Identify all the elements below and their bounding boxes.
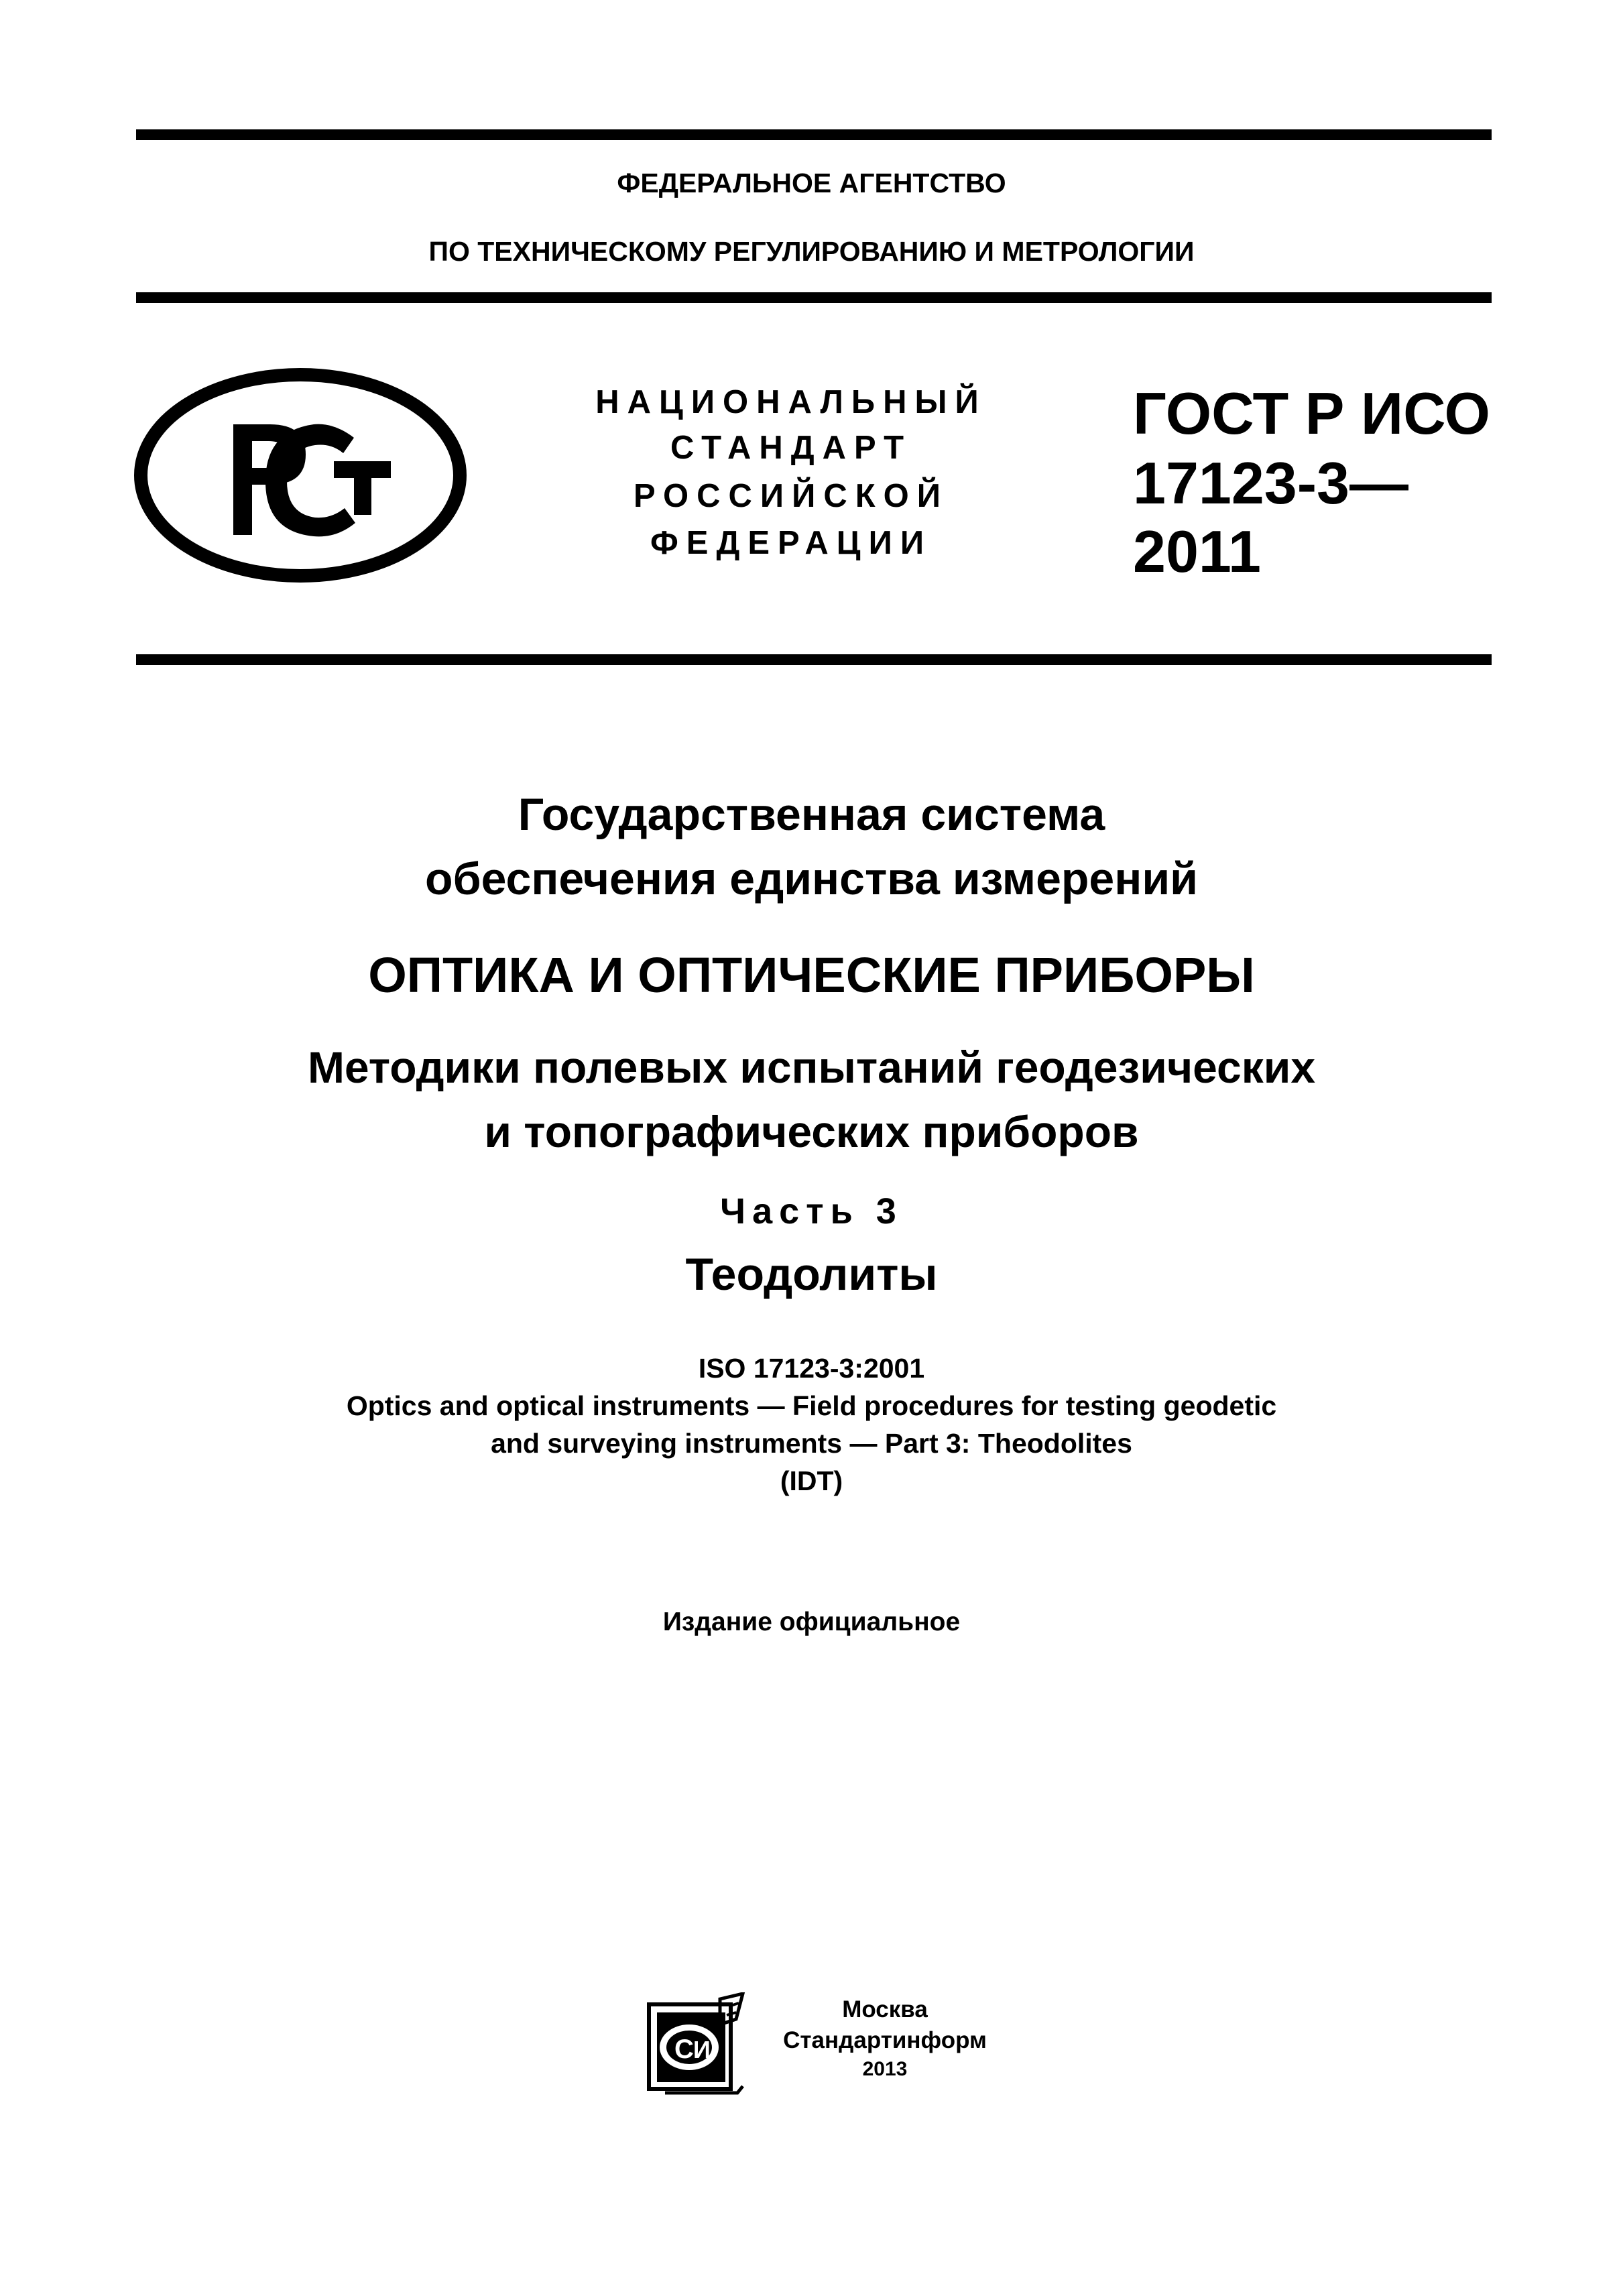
system-title-line-2: обеспечения единства измерений	[425, 853, 1198, 904]
main-title: ОПТИКА И ОПТИЧЕСКИЕ ПРИБОРЫ	[368, 947, 1255, 1003]
agency-line-2: ПО ТЕХНИЧЕСКОМУ РЕГУЛИРОВАНИЮ И МЕТРОЛОГИИ	[428, 236, 1195, 267]
subtitle-line-1: Методики полевых испытаний геодезических	[307, 1042, 1316, 1092]
svg-text:С: С	[674, 2035, 694, 2064]
agency-rule	[136, 292, 1492, 303]
subtitle-line-2: и топографических приборов	[484, 1107, 1139, 1156]
publisher-name: Стандартинформ	[783, 2027, 987, 2053]
national-standard-line-3: РОССИЙСКОЙ	[634, 478, 949, 514]
agency-line-1: ФЕДЕРАЛЬНОЕ АГЕНТСТВО	[617, 168, 1006, 198]
part-number: Часть 3	[720, 1191, 903, 1231]
standartinform-logo-icon	[645, 1992, 747, 2099]
publisher-year: 2013	[862, 2058, 908, 2080]
national-standard-line-1: НАЦИОНАЛЬНЫЙ	[595, 384, 987, 420]
iso-code: ISO 17123-3:2001	[698, 1353, 925, 1384]
header-bottom-rule	[136, 654, 1492, 665]
edition-label: Издание официальное	[662, 1608, 961, 1636]
national-standard-line-4: ФЕДЕРАЦИИ	[650, 525, 933, 561]
designation-line-3: 2011	[1133, 518, 1261, 585]
iso-title-line-1: Optics and optical instruments — Field procedures for testing geodetic	[346, 1390, 1277, 1421]
publisher-city: Москва	[842, 1996, 928, 2022]
iso-title-line-2: and surveying instruments — Part 3: Theodolites	[491, 1428, 1132, 1459]
system-title-line-1: Государственная система	[518, 789, 1105, 840]
designation-line-2: 17123-3—	[1133, 450, 1408, 516]
national-standard-line-2: СТАНДАРТ	[670, 430, 912, 466]
top-rule	[136, 129, 1492, 140]
designation-line-1: ГОСТ Р ИСО	[1133, 380, 1490, 446]
rst-mark-icon	[133, 367, 468, 587]
iso-identity: (IDT)	[780, 1465, 843, 1496]
svg-text:И: И	[693, 2036, 711, 2063]
part-title: Теодолиты	[685, 1249, 938, 1300]
